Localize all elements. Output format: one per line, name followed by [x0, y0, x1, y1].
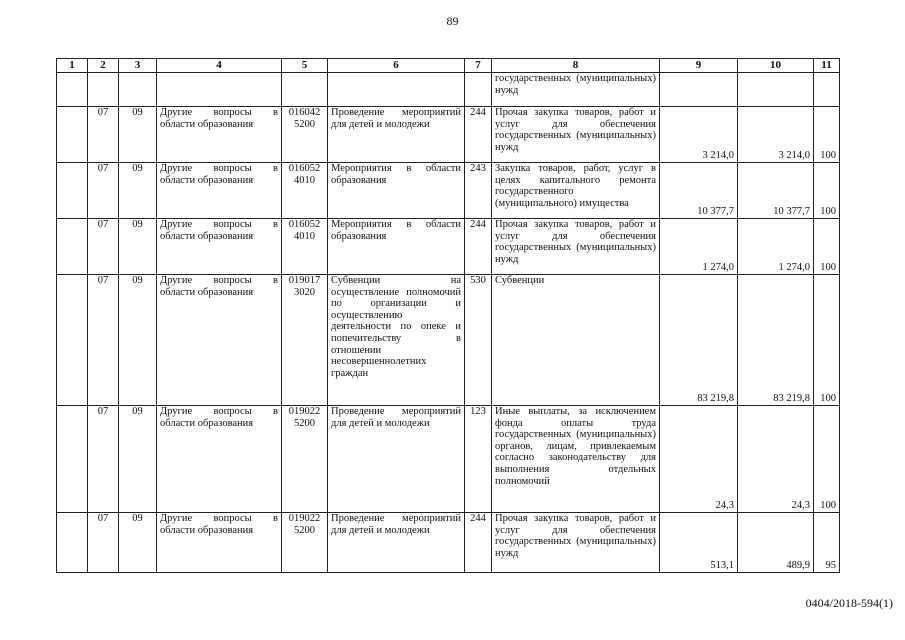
header-cell: 5	[282, 59, 328, 73]
cell-expense-type: 244	[465, 219, 492, 275]
cell-subsection	[119, 73, 157, 107]
cell-target-name	[328, 73, 465, 107]
cell-section: 07	[88, 275, 119, 406]
cell-section-name	[157, 73, 282, 107]
cell-section-name: Другие вопросы в области образования	[157, 275, 282, 406]
cell-section: 07	[88, 219, 119, 275]
table-row	[57, 406, 840, 513]
cell-target-code: 019022 5200	[282, 406, 328, 513]
cell-planned: 513,1	[660, 513, 738, 573]
cell-subsection: 09	[119, 163, 157, 219]
table-row	[57, 73, 840, 107]
cell-target-code: 019017 3020	[282, 275, 328, 406]
cell-target-name: Субвенции на осуществление полномочий по организации и осуществлению деятельности по опеке и попечительству в отношении несовершеннолетних граждан	[328, 275, 465, 406]
table-row	[57, 107, 840, 163]
cell-subsection: 09	[119, 219, 157, 275]
cell-col1	[57, 107, 88, 163]
cell-expense-name: Иные выплаты, за исключением фонда оплаты труда государственных (муниципальных) органов, лицам, привлекаемым согласно законодательству для выполнения отдельных полномочий	[492, 406, 660, 513]
cell-percent: 100	[814, 406, 840, 513]
cell-expense-name: Закупка товаров, работ, услуг в целях капитального ремонта государственного (муниципального) имущества	[492, 163, 660, 219]
cell-expense-type: 530	[465, 275, 492, 406]
cell-target-name: Мероприятия в области образования	[328, 163, 465, 219]
cell-percent: 100	[814, 219, 840, 275]
cell-section-name: Другие вопросы в области образования	[157, 163, 282, 219]
cell-percent: 100	[814, 275, 840, 406]
cell-expense-type	[465, 73, 492, 107]
header-cell: 2	[88, 59, 119, 73]
cell-expense-name: государственных (муниципальных) нужд	[492, 73, 660, 107]
cell-executed: 3 214,0	[738, 107, 814, 163]
cell-section-name: Другие вопросы в области образования	[157, 219, 282, 275]
cell-executed: 24,3	[738, 406, 814, 513]
table-row	[57, 275, 840, 406]
cell-expense-type: 123	[465, 406, 492, 513]
cell-expense-type: 244	[465, 513, 492, 573]
cell-section: 07	[88, 107, 119, 163]
cell-col1	[57, 406, 88, 513]
cell-col1	[57, 73, 88, 107]
cell-target-code	[282, 73, 328, 107]
budget-table	[56, 58, 840, 573]
cell-col1	[57, 275, 88, 406]
header-cell: 7	[465, 59, 492, 73]
header-cell: 3	[119, 59, 157, 73]
cell-col1	[57, 219, 88, 275]
cell-section-name: Другие вопросы в области образования	[157, 107, 282, 163]
cell-subsection: 09	[119, 406, 157, 513]
cell-target-code: 019022 5200	[282, 513, 328, 573]
cell-section: 07	[88, 406, 119, 513]
cell-target-name: Проведение мероприятий для детей и молодежи	[328, 107, 465, 163]
cell-section: 07	[88, 163, 119, 219]
cell-percent: 95	[814, 513, 840, 573]
header-cell: 4	[157, 59, 282, 73]
cell-expense-name: Прочая закупка товаров, работ и услуг для обеспечения государственных (муниципальных) нужд	[492, 219, 660, 275]
cell-planned: 1 274,0	[660, 219, 738, 275]
header-cell: 6	[328, 59, 465, 73]
cell-planned: 10 377,7	[660, 163, 738, 219]
table-row	[57, 219, 840, 275]
document-code: 0404/2018-594(1)	[805, 596, 893, 610]
header-cell: 10	[738, 59, 814, 73]
header-cell: 11	[814, 59, 840, 73]
cell-executed: 1 274,0	[738, 219, 814, 275]
cell-executed: 489,9	[738, 513, 814, 573]
cell-target-code: 016052 4010	[282, 163, 328, 219]
cell-executed: 10 377,7	[738, 163, 814, 219]
cell-col1	[57, 513, 88, 573]
cell-expense-type: 243	[465, 163, 492, 219]
cell-expense-name: Прочая закупка товаров, работ и услуг для обеспечения государственных (муниципальных) нужд	[492, 513, 660, 573]
cell-planned: 24,3	[660, 406, 738, 513]
cell-planned	[660, 73, 738, 107]
cell-executed	[738, 73, 814, 107]
cell-expense-type: 244	[465, 107, 492, 163]
cell-percent: 100	[814, 107, 840, 163]
page-number: 89	[446, 14, 459, 28]
cell-target-name: Мероприятия в области образования	[328, 219, 465, 275]
header-row	[57, 59, 840, 73]
cell-percent: 100	[814, 163, 840, 219]
cell-target-name: Проведение мероприятий для детей и молодежи	[328, 406, 465, 513]
cell-target-name: Проведение мероприятий для детей и молодежи	[328, 513, 465, 573]
header-cell: 8	[492, 59, 660, 73]
cell-executed: 83 219,8	[738, 275, 814, 406]
cell-section-name: Другие вопросы в области образования	[157, 406, 282, 513]
cell-planned: 3 214,0	[660, 107, 738, 163]
cell-col1	[57, 163, 88, 219]
cell-percent	[814, 73, 840, 107]
cell-expense-name: Субвенции	[492, 275, 660, 406]
cell-target-code: 016052 4010	[282, 219, 328, 275]
cell-section-name: Другие вопросы в области образования	[157, 513, 282, 573]
cell-target-code: 016042 5200	[282, 107, 328, 163]
cell-section	[88, 73, 119, 107]
cell-subsection: 09	[119, 513, 157, 573]
cell-subsection: 09	[119, 107, 157, 163]
table-row	[57, 513, 840, 573]
cell-subsection: 09	[119, 275, 157, 406]
table-row	[57, 163, 840, 219]
header-cell: 1	[57, 59, 88, 73]
cell-expense-name: Прочая закупка товаров, работ и услуг для обеспечения государственных (муниципальных) нужд	[492, 107, 660, 163]
cell-section: 07	[88, 513, 119, 573]
header-cell: 9	[660, 59, 738, 73]
cell-planned: 83 219,8	[660, 275, 738, 406]
